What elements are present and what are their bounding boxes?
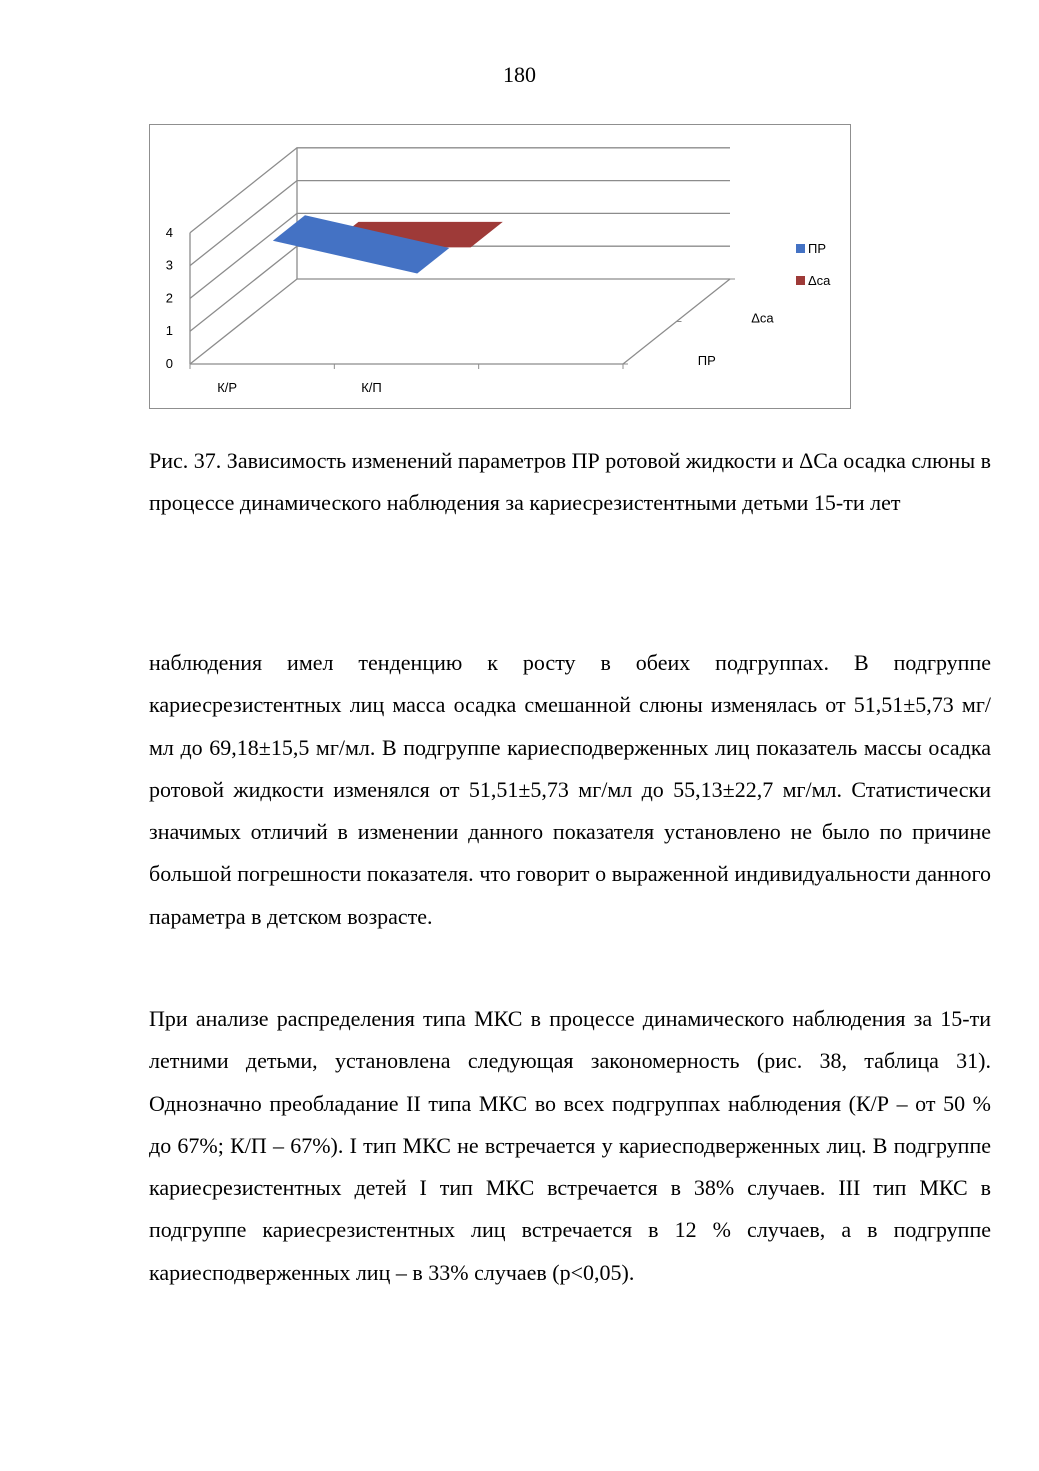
paragraph-1: наблюдения имел тенденцию к росту в обеих подгруппах. В подгруппе кариесрезистентных лиц масса осадка смешанной слюны изменялась от 51,51±5,73 мг/мл до 69,18±15,5 мг/мл. В подгруппе кариесподверженных лиц показатель массы осадка ротовой жидкости изменялся от 51,51±5,73 мг/мл до 55,13±22,7 мг/мл. Статистически значимых отличий в изменении данного показателя установлено не было по причине большой погрешности показателя. что говорит о выраженной индивидуальности данного параметра в детском возрасте.: [149, 650, 991, 929]
x-category-label: К/Р: [217, 380, 238, 395]
y-tick-label: 4: [165, 224, 173, 240]
chart-grid: [190, 148, 735, 369]
legend-label: ПР: [808, 241, 827, 256]
gridline: [190, 246, 730, 331]
chart-series: [273, 215, 503, 273]
gridline: [190, 279, 730, 364]
chart-legend: [796, 241, 831, 288]
y-tick-label: 0: [165, 356, 173, 371]
legend-swatch: [796, 276, 805, 285]
y-tick-label: 1: [165, 323, 173, 339]
chart-3d: [149, 124, 851, 409]
paragraph-2: При анализе распределения типа МКС в процессе динамического наблюдения за 15-ти летними детьми, установлена следующая закономерность (рис. 38, таблица 31). Однозначно преобладание II типа МКС во всех подгруппах наблюдения (К/Р – от 50 % до 67%; К/П – 67%). I тип МКС не встречается у кариесподверженных лиц. В подгруппе кариесрезистентных детей I тип МКС встречается в 38% случаев. III тип МКС в подгруппе кариесрезистентных лиц встречается в 12 % случаев, а в подгруппе кариесподверженных лиц – в 33% случаев (p<0,05).: [149, 1006, 991, 1285]
chart-x-axis: [217, 380, 382, 395]
legend-swatch: [796, 244, 805, 253]
y-tick-label: 2: [165, 290, 173, 306]
legend-label: Δca: [808, 273, 831, 288]
chart-depth-axis: [698, 310, 775, 368]
depth-category-label: ПР: [697, 352, 716, 368]
x-category-label: К/П: [361, 380, 382, 395]
page-number: 180: [503, 62, 536, 87]
chart-svg: [150, 125, 852, 410]
chart-y-axis: [166, 225, 173, 371]
figure-caption: Рис. 37. Зависимость изменений параметров ПР ротовой жидкости и ΔCa осадка слюны в процессе динамического наблюдения за кариесрезистентными детьми 15-ти лет: [149, 448, 991, 515]
gridline: [190, 148, 730, 233]
depth-category-label: Δca: [751, 310, 774, 326]
y-tick-label: 3: [165, 257, 173, 273]
